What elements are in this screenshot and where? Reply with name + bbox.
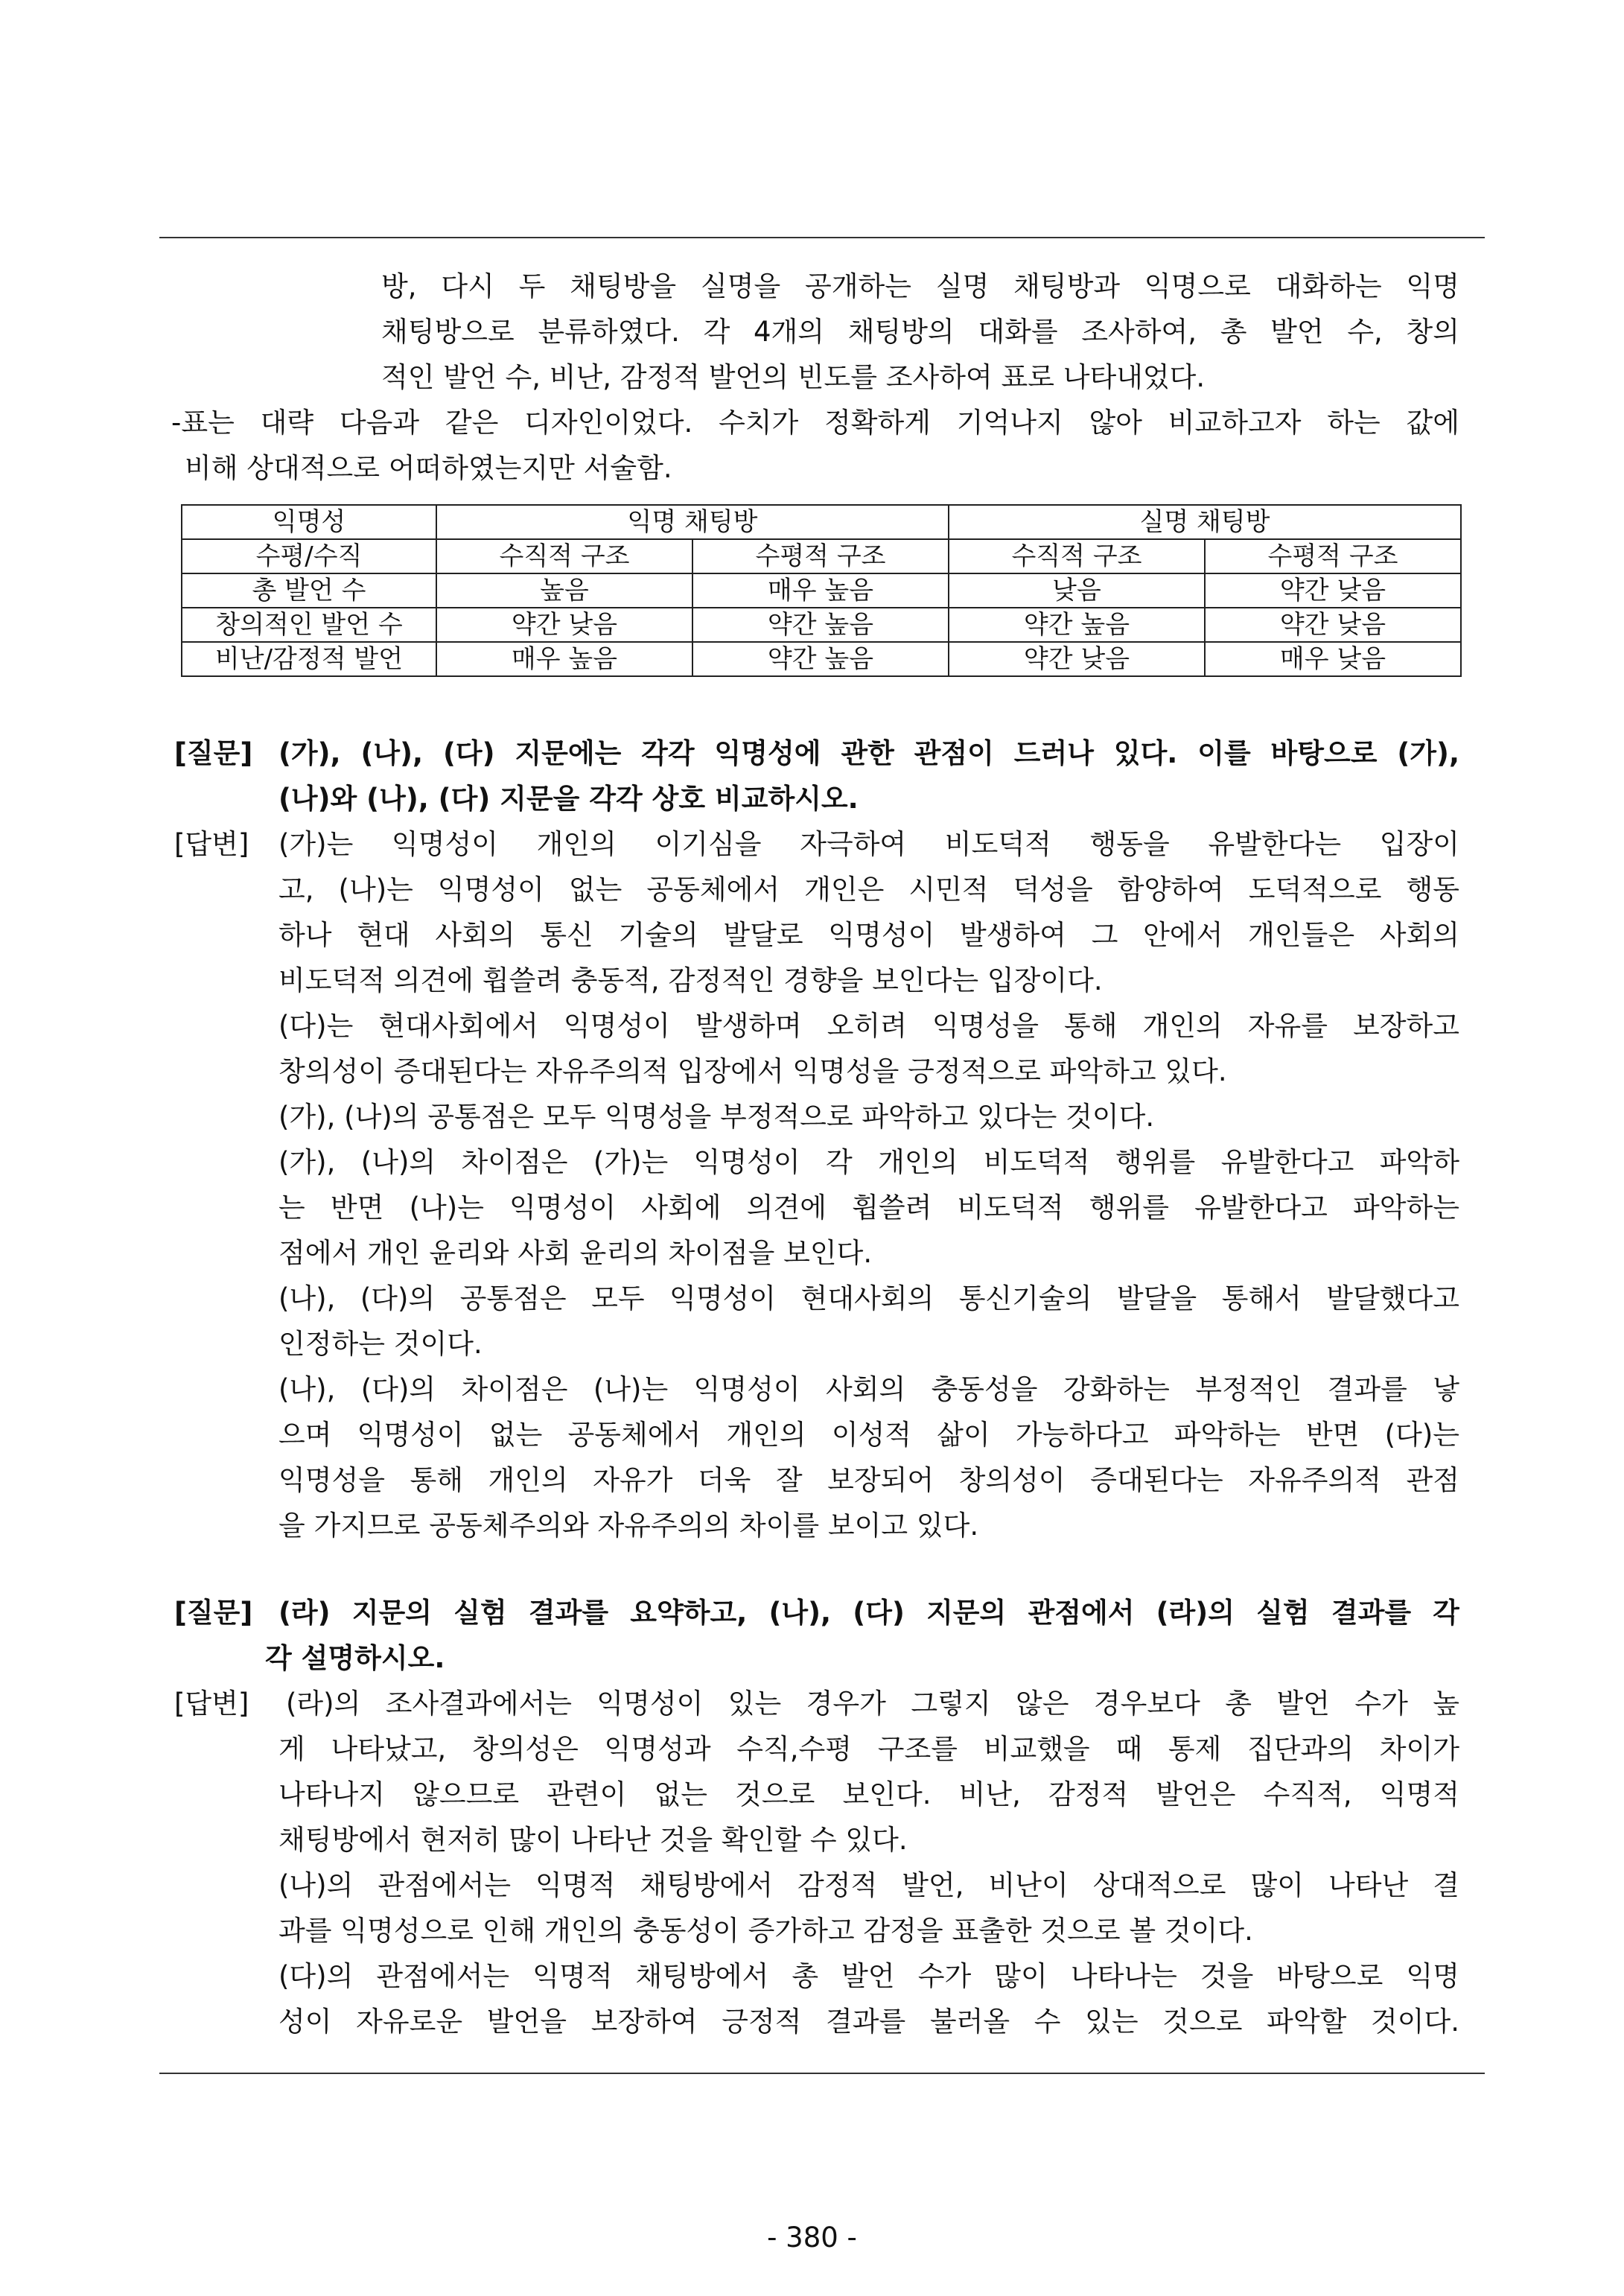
answer-line: 과를 익명성으로 인해 개인의 충동성이 증가하고 감정을 표출한 것으로 볼 것이다. bbox=[278, 1915, 1253, 1947]
top-rule bbox=[159, 237, 1485, 238]
answer-line: (가)는 익명성이 개인의 이기심을 자극하여 비도덕적 행동을 유발한다는 입장이 bbox=[278, 828, 1459, 860]
question-line: 각 설명하시오. bbox=[265, 1642, 445, 1674]
answer-line: (나), (다)의 차이점은 (나)는 익명성이 사회의 충동성을 강화하는 부정적인 결과를 낳 bbox=[278, 1373, 1459, 1405]
answer-line: 성이 자유로운 발언을 보장하여 긍정적 결과를 불러올 수 있는 것으로 파악할 것이다. bbox=[278, 2006, 1459, 2038]
table-corner-cell: 익명성 bbox=[182, 505, 436, 539]
table-cell: 매우 높음 bbox=[692, 573, 949, 608]
answer-line: 점에서 개인 윤리와 사회 윤리의 차이점을 보인다. bbox=[278, 1237, 873, 1269]
answer-line: 으며 익명성이 없는 공동체에서 개인의 이성적 삶이 가능하다고 파악하는 반면 (다)는 bbox=[278, 1419, 1459, 1451]
table-cell: 약간 낮음 bbox=[436, 608, 692, 642]
intro-line: 적인 발언 수, 비난, 감정적 발언의 빈도를 조사하여 표로 나타내었다. bbox=[381, 361, 1206, 393]
question-label: [질문] bbox=[174, 1597, 253, 1629]
table-cell: 약간 낮음 bbox=[949, 642, 1205, 676]
answer-line: 채팅방에서 현저히 많이 나타난 것을 확인할 수 있다. bbox=[278, 1824, 908, 1856]
table-row-label: 총 발언 수 bbox=[182, 573, 436, 608]
table-cell: 약간 높음 bbox=[949, 608, 1205, 642]
table-header-row bbox=[182, 505, 1461, 539]
table-cell: 약간 높음 bbox=[692, 608, 949, 642]
answer-line: 고, (나)는 익명성이 없는 공동체에서 개인은 시민적 덕성을 함양하여 도덕적으로 행동 bbox=[278, 874, 1459, 906]
answer-line: 하나 현대 사회의 통신 기술의 발달로 익명성이 발생하여 그 안에서 개인들은 사회의 bbox=[278, 919, 1459, 951]
answer-line: 익명성을 통해 개인의 자유가 더욱 잘 보장되어 창의성이 증대된다는 자유주의적 관점 bbox=[278, 1464, 1459, 1496]
answer-line: (가), (나)의 공통점은 모두 익명성을 부정적으로 파악하고 있다는 것이다. bbox=[278, 1101, 1155, 1133]
table-col-header: 수평적 구조 bbox=[1205, 539, 1461, 573]
table-cell: 약간 낮음 bbox=[1205, 608, 1461, 642]
table-group-named: 실명 채팅방 bbox=[949, 505, 1461, 539]
table-col-header: 수평적 구조 bbox=[692, 539, 949, 573]
table-cell: 매우 낮음 bbox=[1205, 642, 1461, 676]
table-row bbox=[182, 642, 1461, 676]
table-cell: 약간 낮음 bbox=[1205, 573, 1461, 608]
table-row-label: 창의적인 발언 수 bbox=[182, 608, 436, 642]
table-row bbox=[182, 608, 1461, 642]
note-line: 비해 상대적으로 어떠하였는지만 서술함. bbox=[185, 452, 672, 484]
table-row-label: 수평/수직 bbox=[182, 539, 436, 573]
intro-line: 채팅방으로 분류하였다. 각 4개의 채팅방의 대화를 조사하여, 총 발언 수, 창의 bbox=[381, 316, 1459, 348]
table-col-header: 수직적 구조 bbox=[949, 539, 1205, 573]
answer-line: (다)는 현대사회에서 익명성이 발생하며 오히려 익명성을 통해 개인의 자유를 보장하고 bbox=[278, 1010, 1459, 1042]
answer-line: (라)의 조사결과에서는 익명성이 있는 경우가 그렇지 않은 경우보다 총 발언 수가 높 bbox=[286, 1688, 1459, 1720]
answer-line: (나), (다)의 공통점은 모두 익명성이 현대사회의 통신기술의 발달을 통해서 발달했다고 bbox=[278, 1282, 1459, 1314]
table-cell: 약간 높음 bbox=[692, 642, 949, 676]
answer-line: 을 가지므로 공동체주의와 자유주의의 차이를 보이고 있다. bbox=[278, 1510, 979, 1542]
table-cell: 높음 bbox=[436, 573, 692, 608]
table-subheader-row bbox=[182, 539, 1461, 573]
question-label: [질문] bbox=[174, 737, 253, 769]
bottom-rule bbox=[159, 2073, 1485, 2074]
answer-line: (나)의 관점에서는 익명적 채팅방에서 감정적 발언, 비난이 상대적으로 많이 나타난 결 bbox=[278, 1869, 1459, 1901]
question-line: (나)와 (나), (다) 지문을 각각 상호 비교하시오. bbox=[278, 783, 859, 815]
table-cell: 낮음 bbox=[949, 573, 1205, 608]
intro-line: 방, 다시 두 채팅방을 실명을 공개하는 실명 채팅방과 익명으로 대화하는 익명 bbox=[381, 270, 1459, 302]
table-group-anonymous: 익명 채팅방 bbox=[436, 505, 949, 539]
answer-label: [답변] bbox=[174, 1688, 249, 1720]
question-line: (가), (나), (다) 지문에는 각각 익명성에 관한 관점이 드러나 있다. 이를 바탕으로 (가), bbox=[278, 737, 1459, 769]
note-line: -표는 대략 다음과 같은 디자인이었다. 수치가 정확하게 기억나지 않아 비교하고자 하는 값에 bbox=[171, 407, 1459, 439]
answer-line: (가), (나)의 차이점은 (가)는 익명성이 각 개인의 비도덕적 행위를 유발한다고 파악하 bbox=[278, 1146, 1459, 1178]
answer-line: 나타나지 않으므로 관련이 없는 것으로 보인다. 비난, 감정적 발언은 수직적, 익명적 bbox=[278, 1778, 1459, 1810]
answer-line: 창의성이 증대된다는 자유주의적 입장에서 익명성을 긍정적으로 파악하고 있다. bbox=[278, 1055, 1227, 1087]
page-number: - 380 - bbox=[767, 2222, 857, 2254]
table-row bbox=[182, 573, 1461, 608]
table-col-header: 수직적 구조 bbox=[436, 539, 692, 573]
table-cell: 매우 높음 bbox=[436, 642, 692, 676]
answer-line: (다)의 관점에서는 익명적 채팅방에서 총 발언 수가 많이 나타나는 것을 바탕으로 익명 bbox=[278, 1960, 1459, 1992]
answer-line: 인정하는 것이다. bbox=[278, 1328, 483, 1360]
answer-line: 비도덕적 의견에 휩쓸려 충동적, 감정적인 경향을 보인다는 입장이다. bbox=[278, 964, 1103, 996]
table-row-label: 비난/감정적 발언 bbox=[182, 642, 436, 676]
answer-label: [답변] bbox=[174, 828, 249, 860]
comparison-table bbox=[181, 504, 1462, 677]
answer-line: 는 반면 (나)는 익명성이 사회에 의견에 휩쓸려 비도덕적 행위를 유발한다고 파악하는 bbox=[278, 1192, 1459, 1224]
answer-line: 게 나타났고, 창의성은 익명성과 수직,수평 구조를 비교했을 때 통제 집단과의 차이가 bbox=[278, 1733, 1459, 1765]
question-line: (라) 지문의 실험 결과를 요약하고, (나), (다) 지문의 관점에서 (라)의 실험 결과를 각 bbox=[278, 1597, 1459, 1629]
